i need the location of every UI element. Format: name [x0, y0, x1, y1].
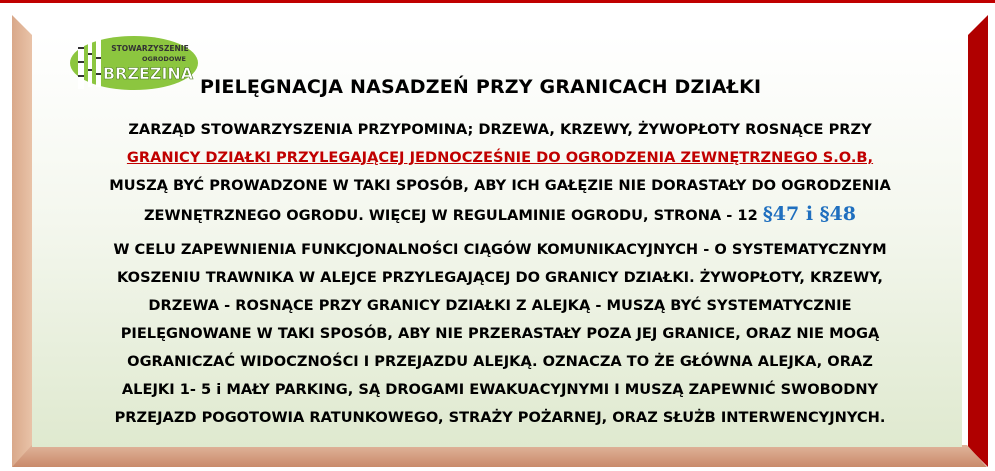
page-title: PIELĘGNACJA NASADZEŃ PRZY GRANICACH DZIAŁKI [200, 76, 762, 98]
frame-bottom-bevel [12, 445, 987, 467]
notice-paragraph-2 [40, 236, 960, 432]
para1-line-2-highlight: GRANICY DZIAŁKI PRZYLEGAJĄCEJ JEDNOCZEŚNIE DO OGRODZENIA ZEWNĘTRZNEGO S.O.B, [126, 149, 874, 166]
regulation-reference: §47 i §48 [762, 203, 857, 225]
association-logo [68, 35, 200, 91]
para2-line-1: W CELU ZAPEWNIENIA FUNKCJONALNOŚCI CIĄGÓW KOMUNIKACYJNYCH - O SYSTEMATYCZNYM [113, 241, 887, 258]
para2-line-5: OGRANICZAĆ WIDOCZNOŚCI I PRZEJAZDU ALEJKĄ. OZNACZA TO ŻE GŁÓWNA ALEJKA, ORAZ [127, 353, 873, 370]
para1-line-4-text: ZEWNĘTRZNEGO OGRODU. WIĘCEJ W REGULAMINIE OGRODU, STRONA - 12 [143, 207, 763, 224]
logo-name: BRZEZINA [102, 64, 194, 83]
para2-line-4: PIELĘGNOWANE W TAKI SPOSÓB, ABY NIE PRZERASTAŁY POZA JEJ GRANICE, ORAZ NIE MOGĄ [120, 325, 880, 342]
logo-line-2: OGRODOWE [142, 55, 186, 63]
para1-line-3: MUSZĄ BYĆ PROWADZONE W TAKI SPOSÓB, ABY ICH GAŁĘZIE NIE DORASTAŁY DO OGRODZENIA [109, 177, 891, 194]
frame-right-bevel [968, 15, 988, 467]
para1-line-4 [40, 200, 960, 230]
logo-line-1: STOWARZYSZENIE [111, 44, 189, 53]
para2-line-7: PRZEJAZD POGOTOWIA RATUNKOWEGO, STRAŻY POŻARNEJ, ORAZ SŁUŻB INTERWENCYJNYCH. [114, 409, 886, 426]
para2-line-3: DRZEWA - ROSNĄCE PRZY GRANICY DZIAŁKI Z ALEJKĄ - MUSZĄ BYĆ SYSTEMATYCZNIE [148, 297, 852, 314]
frame-left-bevel [12, 15, 32, 467]
birch-trees-icon [78, 37, 101, 89]
para2-line-6: ALEJKI 1- 5 i MAŁY PARKING, SĄ DROGAMI EWAKUACYJNYMI I MUSZĄ ZAPEWNIĆ SWOBODNY [121, 381, 879, 398]
notice-paragraph-1 [40, 116, 960, 230]
top-border-line [0, 0, 995, 3]
para2-line-2: KOSZENIU TRAWNIKA W ALEJCE PRZYLEGAJĄCEJ DO GRANICY DZIAŁKI. ŻYWOPŁOTY, KRZEWY, [117, 269, 883, 286]
para1-line-1: ZARZĄD STOWARZYSZENIA PRZYPOMINA; DRZEWA, KRZEWY, ŻYWOPŁOTY ROSNĄCE PRZY [128, 121, 872, 138]
